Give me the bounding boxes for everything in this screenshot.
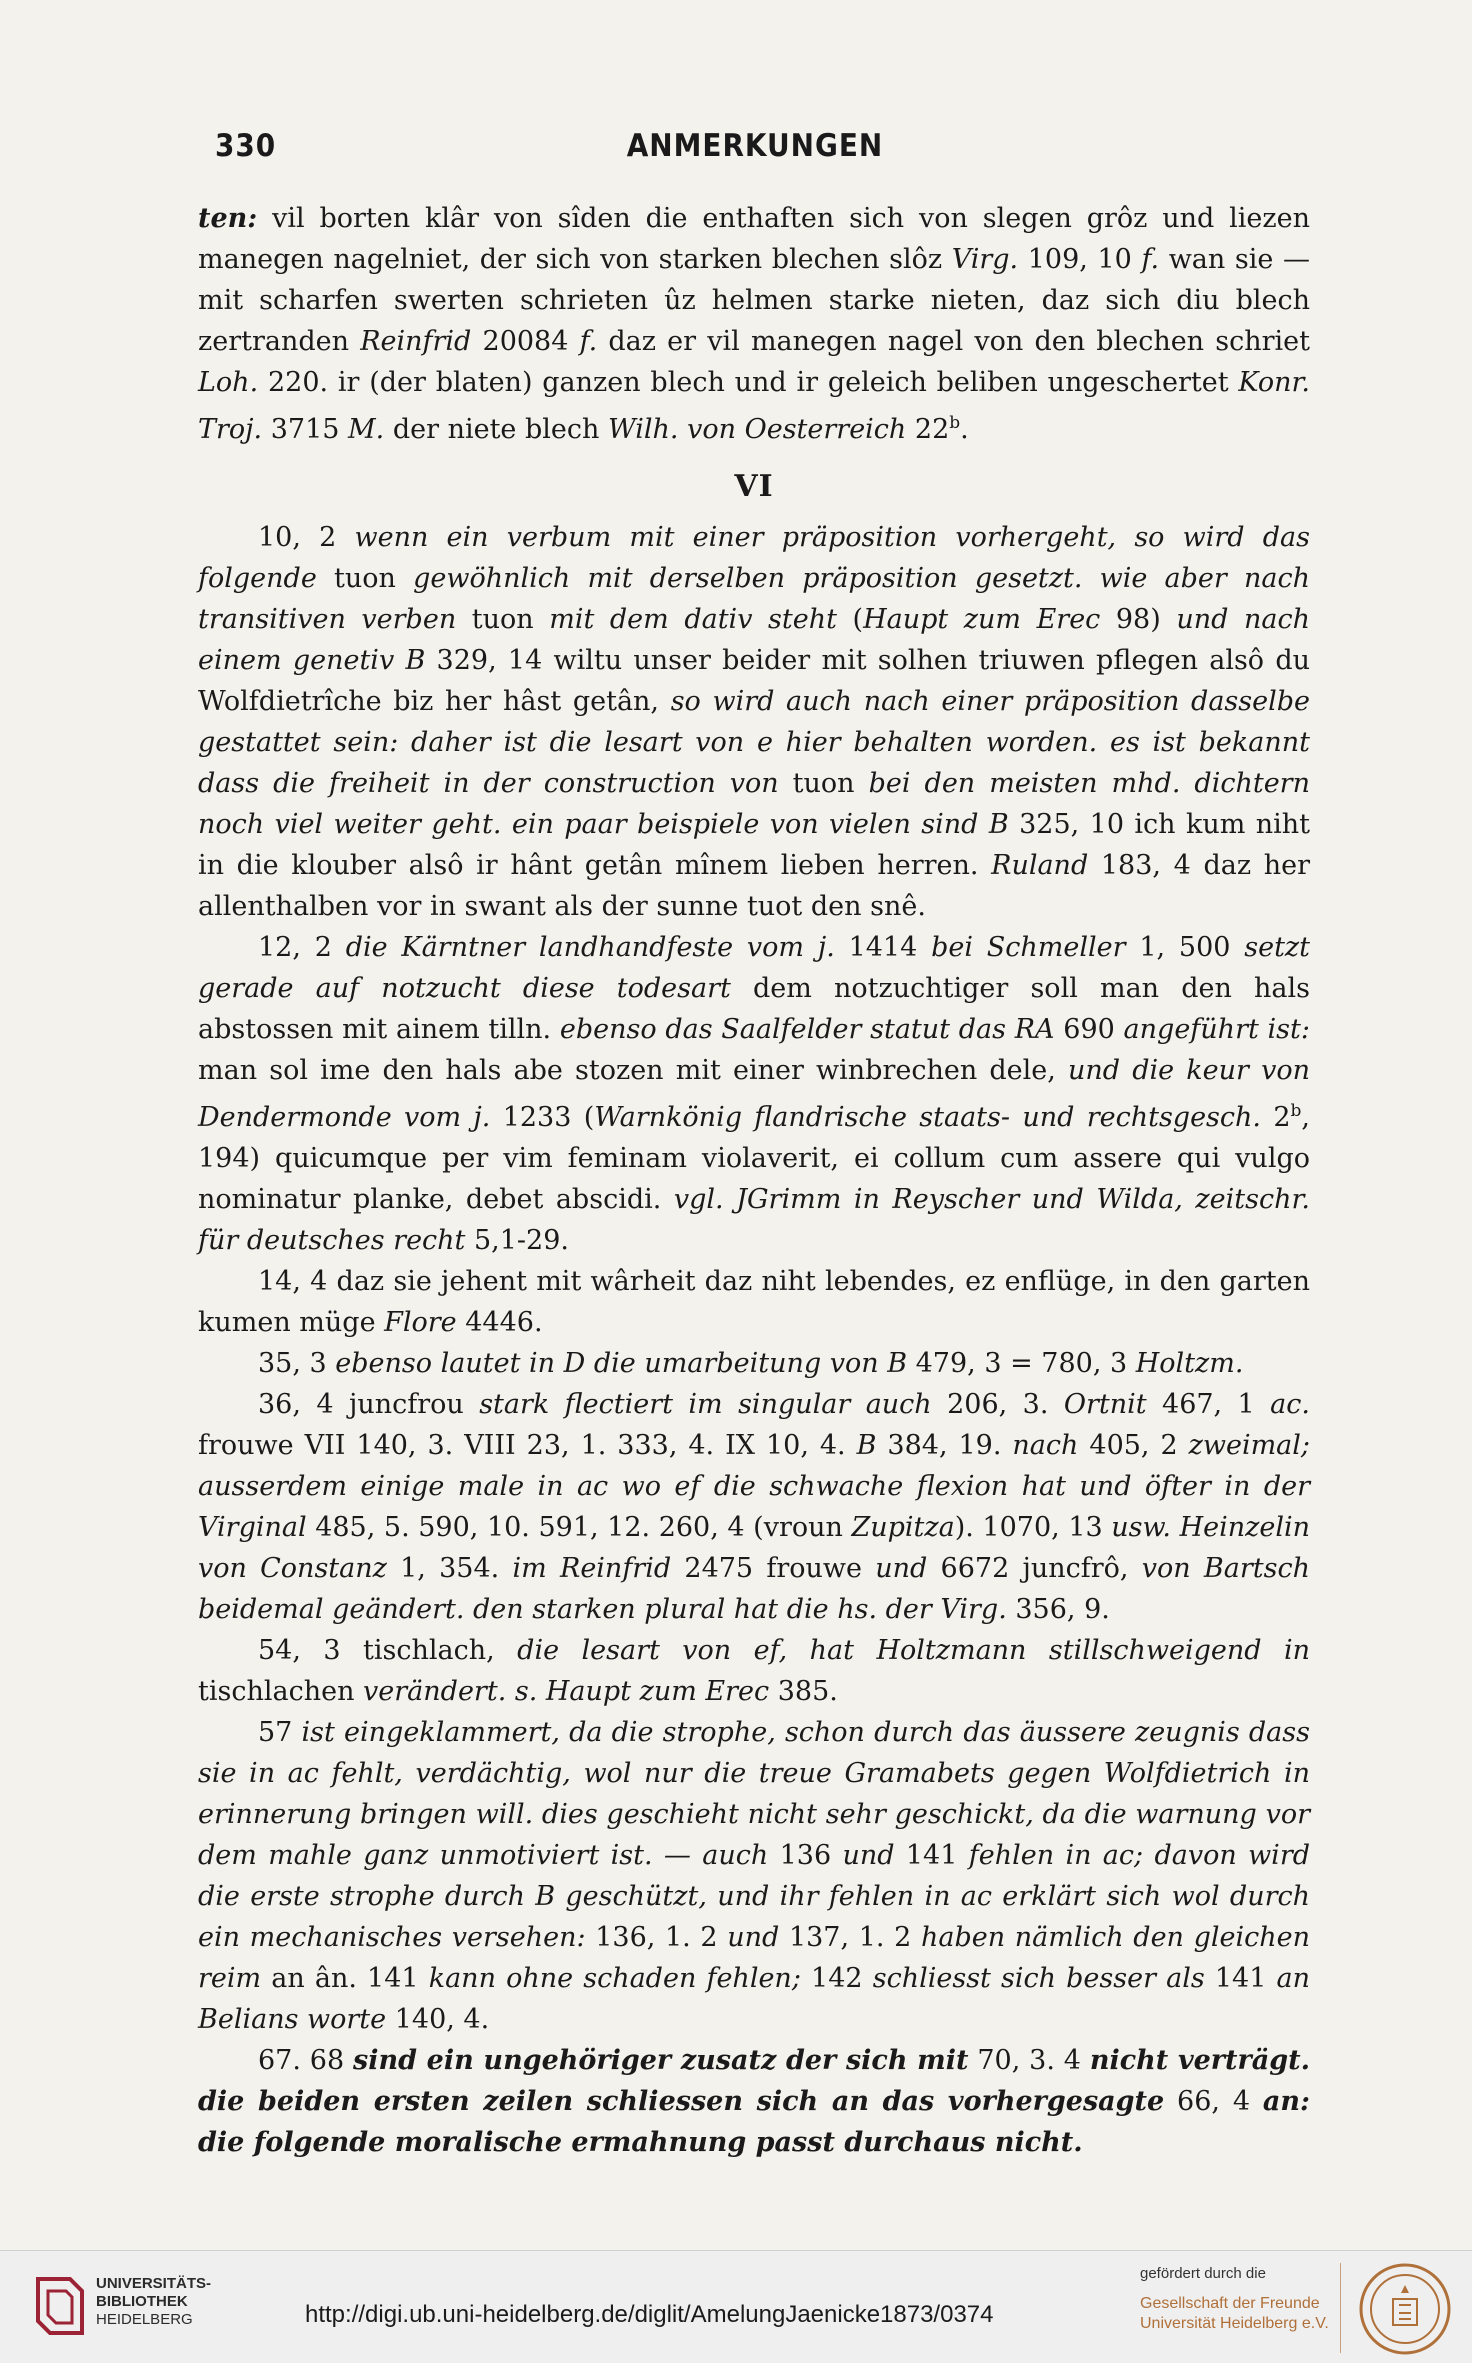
page-body (198, 198, 1310, 2163)
paragraph: ten: vil borten klâr von sîden die enthaften sich von slegen grôz und liezen manegen nagelniet, der sich von starken blechen slôz Virg. 109, 10 f. wan sie — mit scharfen swerten schrieten ûz helmen starke nieten, daz sich diu blech zertranden Reinfrid 20084 f. daz er vil manegen nagel von den blechen schriet Loh. 220. ir (der blaten) ganzen blech und ir geleich beliben ungeschertet Konr. Troj. 3715 M. der niete blech Wilh. von Oesterreich 22$^b$. (198, 203, 1310, 445)
paragraph: 67. 68 sind ein ungehöriger zusatz der sich mit 70, 3. 4 nicht verträgt. die beiden ersten zeilen schliessen sich an das vorhergesagte 66, 4 an: die folgende moralische ermahnung passt durchaus nicht. (198, 2045, 1310, 2158)
sponsor-label: gefördert durch die (1140, 2265, 1266, 2282)
library-name: UNIVERSITÄTS- BIBLIOTHEK HEIDELBERG (96, 2275, 212, 2328)
running-title: ANMERKUNGEN (626, 128, 884, 164)
paragraph: 54, 3 tischlach, die lesart von ef, hat Holtzmann stillschweigend in tischlachen verändert. s. Haupt zum Erec 385. (198, 1635, 1311, 1707)
section-heading: VI (734, 469, 774, 504)
paragraph: 36, 4 juncfrou stark flectiert im singular auch 206, 3. Ortnit 467, 1 ac. frouwe VII 140, 3. VIII 23, 1. 333, 4. IX 10, 4. B 384, 19. nach 405, 2 zweimal; ausserdem einige male in ac wo ef die schwache flexion hat und öfter in der Virginal 485, 5. 590, 10. 591, 12. 260, 4 (vroun Zupitza). 1070, 13 usw. Heinzelin von Constanz 1, 354. im Reinfrid 2475 frouwe und 6672 juncfrô, von Bartsch beidemal geändert. den starken plural hat die hs. der Virg. 356, 9. (198, 1389, 1311, 1625)
page-number: 330 (215, 128, 277, 164)
divider (1340, 2263, 1341, 2353)
sponsor-name-line2: Universität Heidelberg e.V. (1140, 2315, 1329, 2332)
library-logo-icon (30, 2271, 90, 2341)
permalink-url[interactable]: http://digi.ub.uni-heidelberg.de/diglit/AmelungJaenicke1873/0374 (305, 2301, 994, 2328)
paragraph: 10, 2 wenn ein verbum mit einer präposition vorhergeht, so wird das folgende tuon gewöhnlich mit derselben präposition gesetzt. wie aber nach transitiven verben tuon mit dem dativ steht (Haupt zum Erec 98) und nach einem genetiv B 329, 14 wiltu unser beider mit solhen triuwen pflegen alsô du Wolfdietrîche biz her hâst getân, so wird auch nach einer präposition dasselbe gestattet sein: daher ist die lesart von e hier behalten worden. es ist bekannt dass die freiheit in der construction von tuon bei den meisten mhd. dichtern noch viel weiter geht. ein paar beispiele von vielen sind B 325, 10 ich kum niht in die klouber alsô ir hânt getân mînem lieben herren. Ruland 183, 4 daz her allenthalben vor in swant als der sunne tuot den snê. (198, 522, 1310, 922)
university-seal-icon (1355, 2259, 1455, 2359)
paragraph: 57 ist eingeklammert, da die strophe, schon durch das äussere zeugnis dass sie in ac fehlt, verdächtig, wol nur die treue Gramabets gegen Wolfdietrich in erinnerung bringen will. dies geschieht nicht sehr geschickt, da die warnung vor dem mahle ganz unmotiviert ist. — auch 136 und 141 fehlen in ac; davon wird die erste strophe durch B geschützt, und ihr fehlen in ac erklärt sich wol durch ein mechanisches versehen: 136, 1. 2 und 137, 1. 2 haben nämlich den gleichen reim an ân. 141 kann ohne schaden fehlen; 142 schliesst sich besser als 141 an Belians worte 140, 4. (198, 1717, 1311, 2035)
paragraph: 14, 4 daz sie jehent mit wârheit daz niht lebendes, ez enflüge, in den garten kumen müge Flore 4446. (198, 1266, 1310, 1338)
sponsor-name-line1: Gesellschaft der Freunde (1140, 2295, 1320, 2312)
running-header (200, 128, 1310, 178)
sponsor-block (1140, 2265, 1330, 2334)
viewer-footer (0, 2250, 1472, 2363)
paragraph: 12, 2 die Kärntner landhandfeste vom j. 1414 bei Schmeller 1, 500 setzt gerade auf notzucht diese todesart dem notzuchtiger soll man den hals abstossen mit ainem tilln. ebenso das Saalfelder statut das RA 690 angeführt ist: man sol ime den hals abe stozen mit einer winbrechen dele, und die keur von Dendermonde vom j. 1233 (Warnkönig flandrische staats- und rechtsgesch. 2$^b$, 194) quicumque per vim feminam violaverit, ei collum cum assere qui vulgo nominatur planke, debet abscidi. vgl. JGrimm in Reyscher und Wilda, zeitschr. für deutsches recht 5,1-29. (198, 932, 1310, 1256)
paragraph: 35, 3 ebenso lautet in D die umarbeitung von B 479, 3 = 780, 3 Holtzm. (258, 1348, 1244, 1379)
